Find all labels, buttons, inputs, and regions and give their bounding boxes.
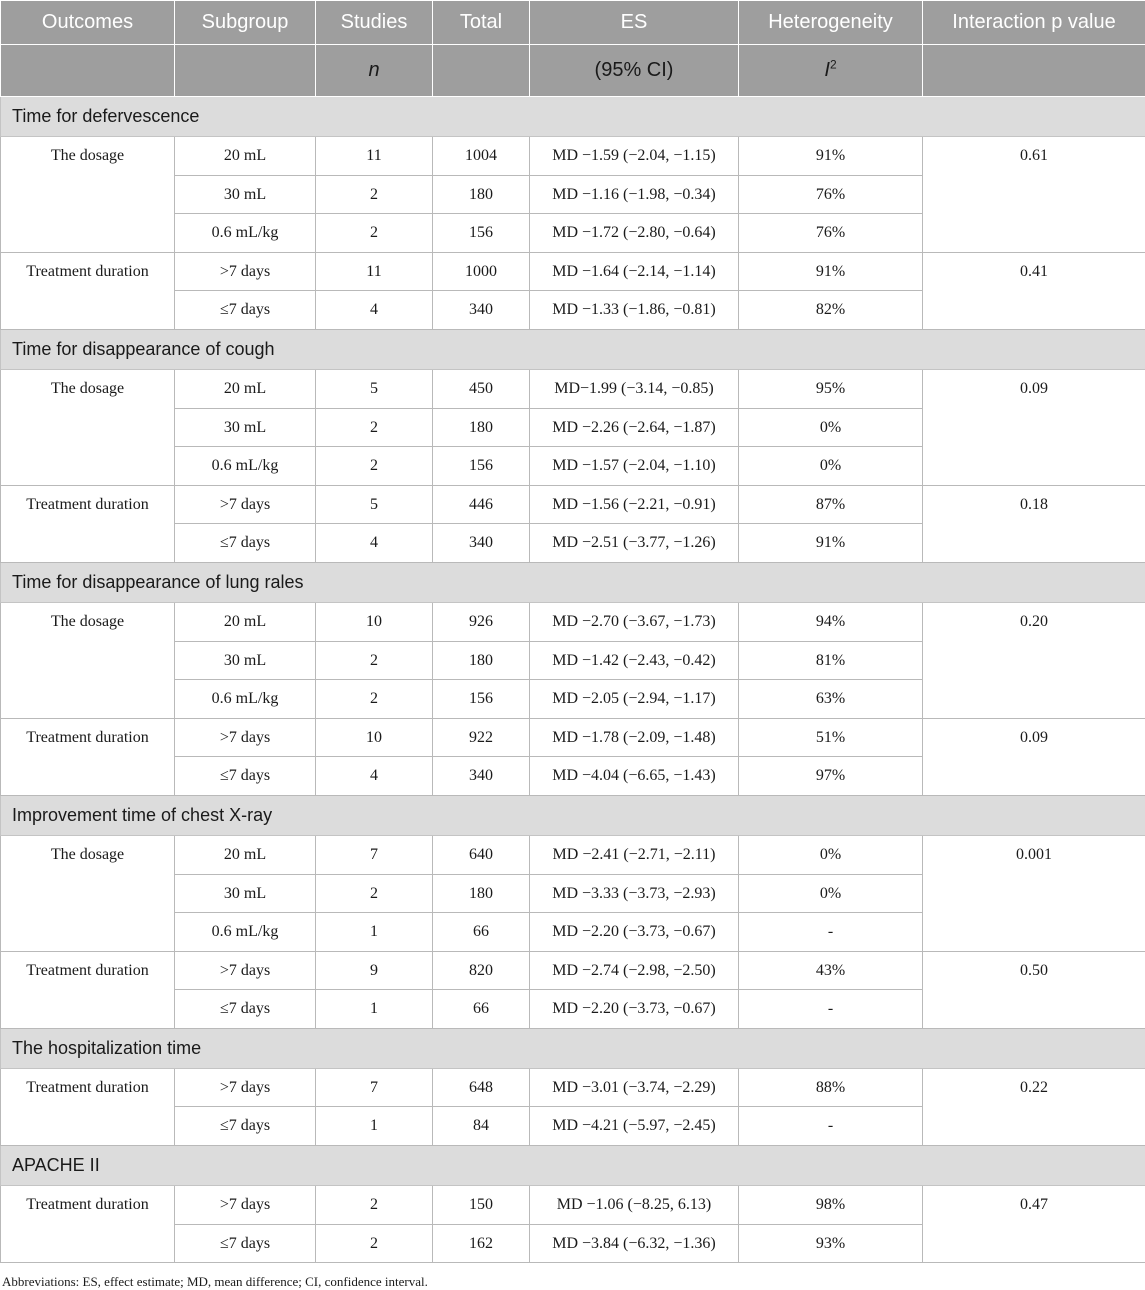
- es-cell: MD −1.56 (−2.21, −0.91): [530, 485, 739, 524]
- subgroup-cell: 0.6 mL/kg: [175, 214, 316, 253]
- studies-cell: 5: [316, 369, 433, 408]
- heterogeneity-cell: 63%: [739, 680, 923, 719]
- subheader-row: [1, 45, 1145, 97]
- group-name-cell: The dosage: [1, 369, 175, 485]
- es-cell: MD −2.20 (−3.73, −0.67): [530, 913, 739, 952]
- es-cell: MD −1.33 (−1.86, −0.81): [530, 291, 739, 330]
- total-cell: 156: [433, 214, 530, 253]
- total-cell: 84: [433, 1107, 530, 1146]
- section-row: [1, 1146, 1145, 1186]
- es-cell: MD −2.70 (−3.67, −1.73): [530, 602, 739, 641]
- es-cell: MD −1.72 (−2.80, −0.64): [530, 214, 739, 253]
- section-title: Time for defervescence: [1, 97, 1145, 137]
- heterogeneity-cell: -: [739, 990, 923, 1029]
- total-cell: 446: [433, 485, 530, 524]
- section-title: The hospitalization time: [1, 1028, 1145, 1068]
- heterogeneity-cell: 76%: [739, 175, 923, 214]
- subheader-studies-n: n: [316, 45, 433, 97]
- subgroup-cell: 30 mL: [175, 641, 316, 680]
- header-es: ES: [530, 1, 739, 45]
- es-cell: MD −1.57 (−2.04, −1.10): [530, 447, 739, 486]
- studies-cell: 1: [316, 1107, 433, 1146]
- studies-cell: 4: [316, 757, 433, 796]
- es-cell: MD −3.01 (−3.74, −2.29): [530, 1068, 739, 1107]
- studies-cell: 10: [316, 718, 433, 757]
- interaction-p-cell: 0.50: [923, 951, 1145, 1028]
- subheader-i-squared: [739, 45, 923, 97]
- total-cell: 648: [433, 1068, 530, 1107]
- section-title: Time for disappearance of cough: [1, 329, 1145, 369]
- table-row: [1, 1186, 1145, 1225]
- total-cell: 150: [433, 1186, 530, 1225]
- subgroup-cell: >7 days: [175, 252, 316, 291]
- interaction-p-cell: 0.001: [923, 835, 1145, 951]
- table-row: [1, 137, 1145, 176]
- studies-cell: 1: [316, 990, 433, 1029]
- i-squared-base: I: [824, 59, 830, 81]
- header-studies: Studies: [316, 1, 433, 45]
- group-name-cell: Treatment duration: [1, 951, 175, 1028]
- group-name-cell: Treatment duration: [1, 485, 175, 562]
- es-cell: MD −1.42 (−2.43, −0.42): [530, 641, 739, 680]
- studies-cell: 4: [316, 524, 433, 563]
- total-cell: 162: [433, 1224, 530, 1263]
- studies-cell: 9: [316, 951, 433, 990]
- table-row: [1, 602, 1145, 641]
- subgroup-cell: 0.6 mL/kg: [175, 913, 316, 952]
- heterogeneity-cell: 98%: [739, 1186, 923, 1225]
- studies-cell: 2: [316, 447, 433, 486]
- i-squared-sup: 2: [829, 57, 837, 72]
- section-row: [1, 562, 1145, 602]
- header-interaction-p: Interaction p value: [923, 1, 1145, 45]
- subheader-empty: [923, 45, 1145, 97]
- heterogeneity-cell: -: [739, 913, 923, 952]
- section-row: [1, 329, 1145, 369]
- total-cell: 180: [433, 641, 530, 680]
- studies-cell: 2: [316, 680, 433, 719]
- heterogeneity-cell: 91%: [739, 137, 923, 176]
- section-title: APACHE II: [1, 1146, 1145, 1186]
- total-cell: 640: [433, 835, 530, 874]
- subheader-es-ci: (95% CI): [530, 45, 739, 97]
- studies-cell: 2: [316, 874, 433, 913]
- interaction-p-cell: 0.41: [923, 252, 1145, 329]
- es-cell: MD −1.06 (−8.25, 6.13): [530, 1186, 739, 1225]
- studies-cell: 7: [316, 835, 433, 874]
- table-row: [1, 951, 1145, 990]
- total-cell: 1004: [433, 137, 530, 176]
- es-cell: MD −2.20 (−3.73, −0.67): [530, 990, 739, 1029]
- studies-cell: 5: [316, 485, 433, 524]
- es-cell: MD −4.21 (−5.97, −2.45): [530, 1107, 739, 1146]
- es-cell: MD −2.41 (−2.71, −2.11): [530, 835, 739, 874]
- es-cell: MD −3.33 (−3.73, −2.93): [530, 874, 739, 913]
- subgroup-cell: ≤7 days: [175, 291, 316, 330]
- subgroup-cell: >7 days: [175, 1186, 316, 1225]
- studies-cell: 2: [316, 408, 433, 447]
- group-name-cell: The dosage: [1, 602, 175, 718]
- header-heterogeneity: Heterogeneity: [739, 1, 923, 45]
- studies-cell: 11: [316, 252, 433, 291]
- es-cell: MD −3.84 (−6.32, −1.36): [530, 1224, 739, 1263]
- es-cell: MD −2.51 (−3.77, −1.26): [530, 524, 739, 563]
- interaction-p-cell: 0.09: [923, 369, 1145, 485]
- total-cell: 820: [433, 951, 530, 990]
- heterogeneity-cell: 0%: [739, 835, 923, 874]
- subgroup-cell: 30 mL: [175, 874, 316, 913]
- total-cell: 180: [433, 874, 530, 913]
- group-name-cell: Treatment duration: [1, 718, 175, 795]
- table-row: [1, 835, 1145, 874]
- table-row: [1, 369, 1145, 408]
- subgroup-cell: >7 days: [175, 718, 316, 757]
- heterogeneity-cell: 97%: [739, 757, 923, 796]
- subgroup-cell: >7 days: [175, 1068, 316, 1107]
- studies-cell: 2: [316, 1186, 433, 1225]
- total-cell: 1000: [433, 252, 530, 291]
- subgroup-cell: 30 mL: [175, 408, 316, 447]
- total-cell: 156: [433, 680, 530, 719]
- heterogeneity-cell: -: [739, 1107, 923, 1146]
- heterogeneity-cell: 94%: [739, 602, 923, 641]
- group-name-cell: The dosage: [1, 137, 175, 253]
- es-cell: MD −2.74 (−2.98, −2.50): [530, 951, 739, 990]
- subgroup-cell: 20 mL: [175, 835, 316, 874]
- subgroup-cell: 0.6 mL/kg: [175, 680, 316, 719]
- interaction-p-cell: 0.61: [923, 137, 1145, 253]
- studies-cell: 7: [316, 1068, 433, 1107]
- studies-cell: 2: [316, 214, 433, 253]
- es-cell: MD −1.78 (−2.09, −1.48): [530, 718, 739, 757]
- section-row: [1, 1028, 1145, 1068]
- heterogeneity-cell: 82%: [739, 291, 923, 330]
- total-cell: 340: [433, 291, 530, 330]
- es-cell: MD −1.64 (−2.14, −1.14): [530, 252, 739, 291]
- heterogeneity-cell: 91%: [739, 252, 923, 291]
- header-row: [1, 1, 1145, 45]
- total-cell: 922: [433, 718, 530, 757]
- heterogeneity-cell: 51%: [739, 718, 923, 757]
- interaction-p-cell: 0.22: [923, 1068, 1145, 1145]
- header-total: Total: [433, 1, 530, 45]
- heterogeneity-cell: 0%: [739, 408, 923, 447]
- heterogeneity-cell: 95%: [739, 369, 923, 408]
- subgroup-cell: 0.6 mL/kg: [175, 447, 316, 486]
- es-cell: MD −1.16 (−1.98, −0.34): [530, 175, 739, 214]
- header-outcomes: Outcomes: [1, 1, 175, 45]
- heterogeneity-cell: 43%: [739, 951, 923, 990]
- group-name-cell: Treatment duration: [1, 252, 175, 329]
- section-title: Improvement time of chest X-ray: [1, 795, 1145, 835]
- subgroup-cell: ≤7 days: [175, 1107, 316, 1146]
- total-cell: 926: [433, 602, 530, 641]
- heterogeneity-cell: 0%: [739, 874, 923, 913]
- heterogeneity-cell: 81%: [739, 641, 923, 680]
- header-subgroup: Subgroup: [175, 1, 316, 45]
- studies-cell: 11: [316, 137, 433, 176]
- subgroup-cell: 20 mL: [175, 369, 316, 408]
- subheader-empty: [1, 45, 175, 97]
- studies-cell: 2: [316, 175, 433, 214]
- subgroup-cell: >7 days: [175, 951, 316, 990]
- studies-cell: 10: [316, 602, 433, 641]
- subheader-empty: [433, 45, 530, 97]
- total-cell: 156: [433, 447, 530, 486]
- interaction-p-cell: 0.20: [923, 602, 1145, 718]
- studies-cell: 2: [316, 641, 433, 680]
- heterogeneity-cell: 0%: [739, 447, 923, 486]
- total-cell: 450: [433, 369, 530, 408]
- heterogeneity-cell: 88%: [739, 1068, 923, 1107]
- subgroup-cell: 20 mL: [175, 137, 316, 176]
- heterogeneity-cell: 76%: [739, 214, 923, 253]
- heterogeneity-cell: 87%: [739, 485, 923, 524]
- total-cell: 66: [433, 990, 530, 1029]
- group-name-cell: Treatment duration: [1, 1186, 175, 1263]
- interaction-p-cell: 0.47: [923, 1186, 1145, 1263]
- total-cell: 66: [433, 913, 530, 952]
- studies-cell: 2: [316, 1224, 433, 1263]
- studies-cell: 1: [316, 913, 433, 952]
- total-cell: 180: [433, 175, 530, 214]
- subheader-empty: [175, 45, 316, 97]
- table-row: [1, 1068, 1145, 1107]
- es-cell: MD −4.04 (−6.65, −1.43): [530, 757, 739, 796]
- heterogeneity-cell: 93%: [739, 1224, 923, 1263]
- subgroup-cell: ≤7 days: [175, 990, 316, 1029]
- group-name-cell: Treatment duration: [1, 1068, 175, 1145]
- table-row: [1, 252, 1145, 291]
- table-row: [1, 485, 1145, 524]
- section-row: [1, 97, 1145, 137]
- studies-cell: 4: [316, 291, 433, 330]
- heterogeneity-cell: 91%: [739, 524, 923, 563]
- section-title: Time for disappearance of lung rales: [1, 562, 1145, 602]
- group-name-cell: The dosage: [1, 835, 175, 951]
- interaction-p-cell: 0.09: [923, 718, 1145, 795]
- subgroup-cell: ≤7 days: [175, 1224, 316, 1263]
- subgroup-cell: >7 days: [175, 485, 316, 524]
- section-row: [1, 795, 1145, 835]
- es-cell: MD−1.99 (−3.14, −0.85): [530, 369, 739, 408]
- total-cell: 180: [433, 408, 530, 447]
- table-row: [1, 718, 1145, 757]
- total-cell: 340: [433, 757, 530, 796]
- es-cell: MD −1.59 (−2.04, −1.15): [530, 137, 739, 176]
- subgroup-cell: ≤7 days: [175, 524, 316, 563]
- interaction-p-cell: 0.18: [923, 485, 1145, 562]
- footnote: Abbreviations: ES, effect estimate; MD, mean difference; CI, confidence interval.: [2, 1274, 428, 1289]
- total-cell: 340: [433, 524, 530, 563]
- subgroup-cell: 20 mL: [175, 602, 316, 641]
- es-cell: MD −2.05 (−2.94, −1.17): [530, 680, 739, 719]
- subgroup-cell: ≤7 days: [175, 757, 316, 796]
- subgroup-cell: 30 mL: [175, 175, 316, 214]
- es-cell: MD −2.26 (−2.64, −1.87): [530, 408, 739, 447]
